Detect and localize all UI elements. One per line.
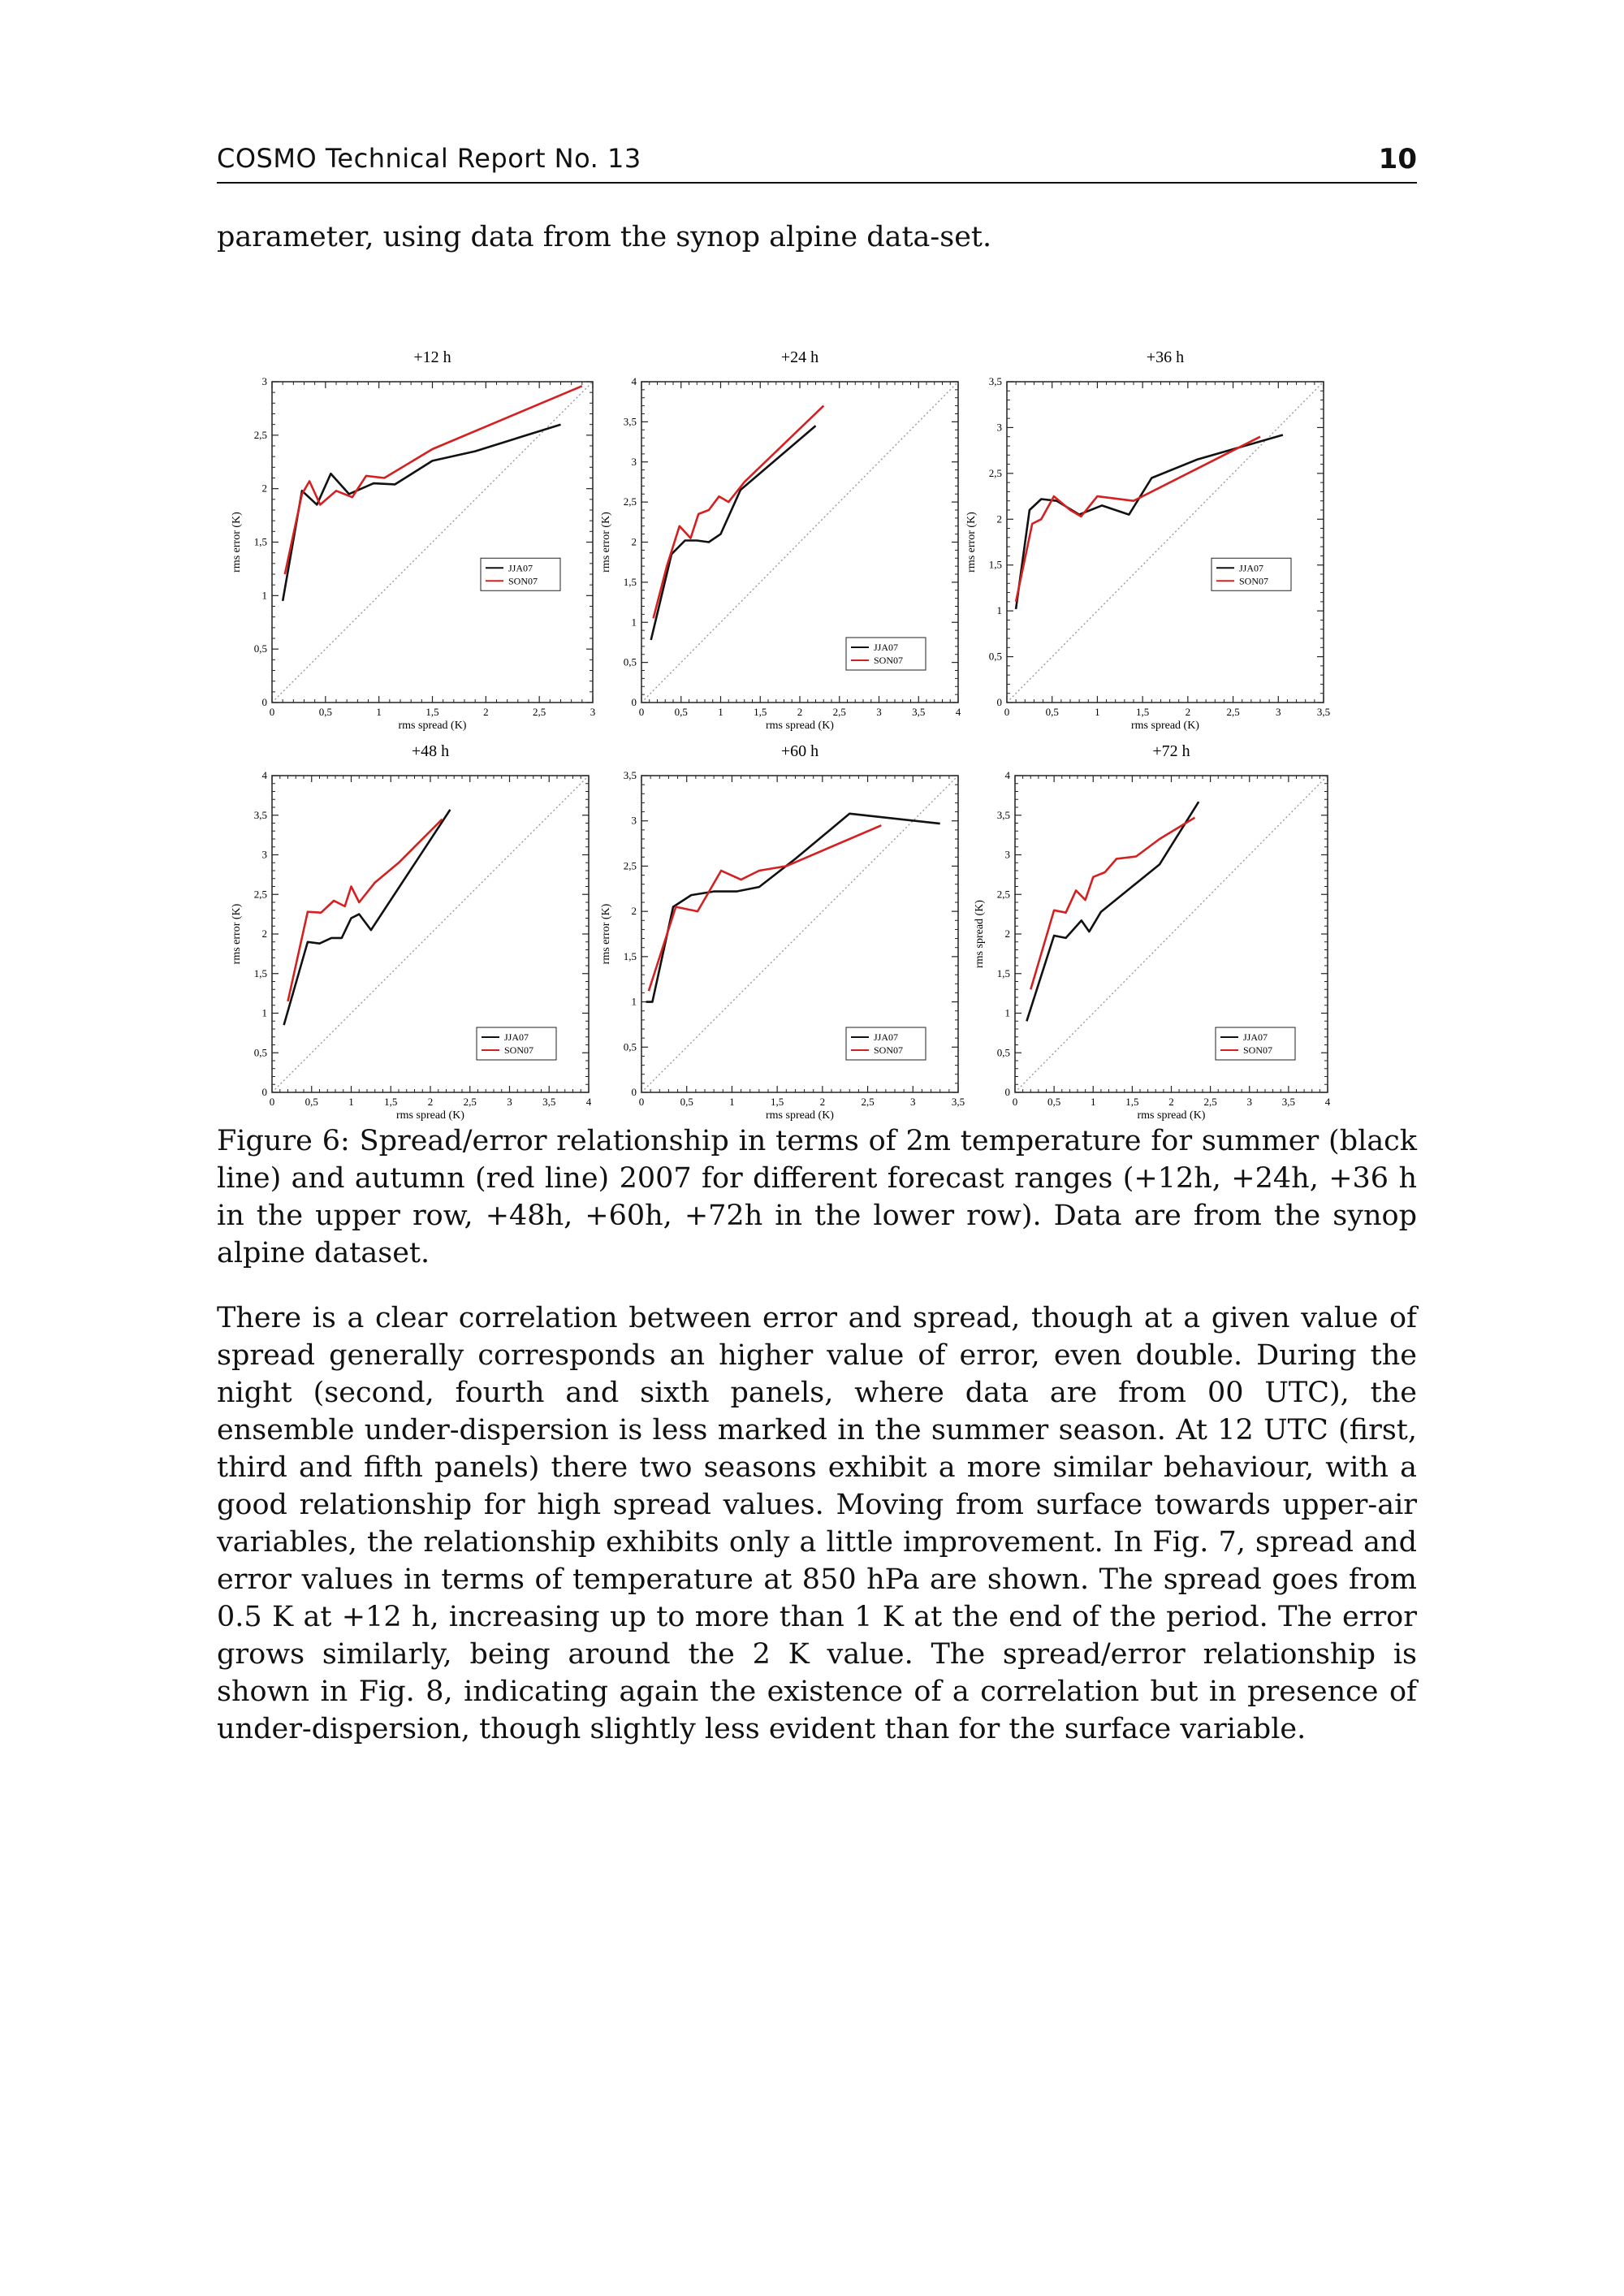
chart-panel-5 bbox=[600, 742, 965, 1122]
x-tick-label: 3 bbox=[1276, 706, 1281, 718]
figure-caption bbox=[217, 1122, 1417, 1272]
y-axis-label: rms spread (K) bbox=[974, 900, 986, 968]
x-axis-label: rms spread (K) bbox=[766, 720, 834, 732]
x-tick-label: 3,5 bbox=[1281, 1096, 1295, 1108]
y-tick-label: 0 bbox=[1004, 1086, 1010, 1098]
x-tick-label: 0 bbox=[638, 1096, 645, 1108]
x-axis-label: rms spread (K) bbox=[1131, 720, 1199, 732]
x-tick-label: 1 bbox=[1091, 1096, 1096, 1108]
x-tick-label: 1,5 bbox=[754, 706, 767, 718]
legend-label-jja07: JJA07 bbox=[504, 1031, 529, 1043]
y-tick-label: 0 bbox=[631, 1086, 637, 1098]
legend-label-son07: SON07 bbox=[874, 1044, 904, 1056]
x-tick-label: 1 bbox=[376, 706, 382, 718]
legend-label-son07: SON07 bbox=[874, 655, 904, 666]
y-tick-label: 2 bbox=[1004, 927, 1010, 940]
y-tick-label: 0,5 bbox=[253, 1046, 267, 1059]
y-tick-label: 3 bbox=[1004, 848, 1010, 861]
y-tick-label: 1 bbox=[631, 995, 637, 1008]
chart-title: +12 h bbox=[413, 348, 451, 366]
body-paragraph: There is a clear correlation between error and spread, though at a given value of spread generally corresponds an higher value of error, even double. During the night (second, fourth and sixth panels, where data are from 00 UTC), the ensemble under-dispersion is less marked in the summer season. At 12 UTC (first, third and fifth panels) there two seasons exhibit a more similar behaviour, with a good relationship for high spread values. Moving from surface towards upper-air variables, the relationship exhibits only a little improvement. In Fig. 7, spread and error values in terms of temperature at 850 hPa are shown. The spread goes from 0.5 K at +12 h, increasing up to more than 1 K at the end of the period. The error grows similarly, being around the 2 K value. The spread/error relationship is shown in Fig. 8, indicating again the existence of a correlation but in presence of under-dispersion, though slightly less evident than for the surface variable. bbox=[217, 1302, 1417, 1745]
chart-title: +36 h bbox=[1146, 348, 1185, 366]
legend-label-jja07: JJA07 bbox=[874, 1031, 899, 1043]
y-tick-label: 0 bbox=[261, 1086, 267, 1098]
x-tick-label: 0 bbox=[1004, 706, 1010, 718]
series-line-jja07 bbox=[651, 426, 816, 640]
y-tick-label: 3 bbox=[261, 375, 267, 387]
legend-label-jja07: JJA07 bbox=[874, 642, 899, 653]
x-tick-label: 2 bbox=[1185, 706, 1191, 718]
x-tick-label: 2 bbox=[483, 706, 489, 718]
chart-panel-3 bbox=[965, 348, 1330, 732]
y-tick-label: 1 bbox=[261, 589, 267, 602]
y-tick-label: 1 bbox=[631, 616, 637, 629]
y-axis-label: rms error (K) bbox=[600, 512, 612, 573]
series-line-son07 bbox=[285, 386, 582, 574]
x-tick-label: 4 bbox=[585, 1096, 592, 1108]
y-tick-label: 0,5 bbox=[623, 1040, 637, 1053]
y-tick-label: 2,5 bbox=[253, 428, 267, 441]
y-tick-label: 3,5 bbox=[253, 808, 267, 821]
x-tick-label: 1 bbox=[729, 1096, 735, 1108]
y-tick-label: 4 bbox=[261, 769, 267, 781]
y-tick-label: 1 bbox=[996, 604, 1002, 617]
y-tick-label: 3 bbox=[261, 848, 267, 861]
legend-label-jja07: JJA07 bbox=[508, 562, 533, 574]
intro-paragraph: parameter, using data from the synop alpine data-set. bbox=[217, 221, 992, 253]
figure-6-panels bbox=[0, 0, 1624, 1137]
x-tick-label: 3 bbox=[1246, 1096, 1252, 1108]
x-tick-label: 1 bbox=[718, 706, 723, 718]
legend-label-jja07: JJA07 bbox=[1243, 1031, 1268, 1043]
y-tick-label: 2 bbox=[261, 927, 267, 940]
x-tick-label: 0,5 bbox=[318, 706, 332, 718]
diagonal-reference-line bbox=[1007, 382, 1324, 703]
y-tick-label: 0 bbox=[996, 696, 1002, 708]
y-tick-label: 3 bbox=[996, 421, 1002, 434]
chart-title: +24 h bbox=[780, 348, 819, 366]
y-tick-label: 2 bbox=[261, 482, 267, 495]
chart-panel-2 bbox=[600, 348, 961, 732]
x-tick-label: 0 bbox=[269, 706, 275, 718]
x-tick-label: 3 bbox=[876, 706, 882, 718]
legend-label-jja07: JJA07 bbox=[1239, 562, 1264, 574]
y-tick-label: 3 bbox=[631, 814, 637, 827]
legend-label-son07: SON07 bbox=[508, 575, 538, 587]
y-axis-label: rms error (K) bbox=[965, 512, 978, 573]
x-tick-label: 2 bbox=[427, 1096, 434, 1108]
x-tick-label: 3 bbox=[590, 706, 596, 718]
x-tick-label: 2,5 bbox=[463, 1096, 477, 1108]
y-tick-label: 2 bbox=[631, 905, 637, 918]
x-tick-label: 0,5 bbox=[674, 706, 688, 718]
x-tick-label: 3 bbox=[507, 1096, 512, 1108]
y-tick-label: 1,5 bbox=[623, 575, 637, 588]
x-tick-label: 1,5 bbox=[771, 1096, 784, 1108]
x-tick-label: 0 bbox=[269, 1096, 275, 1108]
legend-label-son07: SON07 bbox=[1243, 1044, 1273, 1056]
y-tick-label: 1,5 bbox=[253, 535, 267, 548]
y-axis-label: rms error (K) bbox=[231, 903, 243, 965]
y-tick-label: 2,5 bbox=[623, 859, 637, 872]
chart-panel-6 bbox=[974, 742, 1331, 1122]
x-tick-label: 1 bbox=[1095, 706, 1100, 718]
series-line-son07 bbox=[654, 406, 824, 619]
y-tick-label: 2,5 bbox=[253, 888, 267, 901]
x-tick-label: 3,5 bbox=[542, 1096, 556, 1108]
y-tick-label: 3,5 bbox=[623, 415, 637, 428]
x-tick-label: 4 bbox=[1324, 1096, 1331, 1108]
legend bbox=[1216, 1027, 1295, 1060]
y-tick-label: 0,5 bbox=[988, 650, 1002, 663]
x-tick-label: 0 bbox=[638, 706, 645, 718]
x-axis-label: rms spread (K) bbox=[766, 1109, 834, 1122]
x-tick-label: 2,5 bbox=[832, 706, 846, 718]
report-title: COSMO Technical Report No. 13 bbox=[217, 143, 641, 174]
x-tick-label: 3,5 bbox=[1316, 706, 1331, 718]
series-line-jja07 bbox=[1026, 802, 1199, 1021]
y-tick-label: 1 bbox=[1004, 1006, 1010, 1019]
y-tick-label: 0,5 bbox=[623, 655, 637, 668]
y-tick-label: 2 bbox=[996, 512, 1002, 525]
y-axis-label: rms error (K) bbox=[231, 512, 243, 573]
y-tick-label: 4 bbox=[631, 375, 637, 387]
series-line-jja07 bbox=[284, 810, 451, 1025]
y-tick-label: 2 bbox=[631, 535, 637, 548]
y-tick-label: 2,5 bbox=[623, 495, 637, 508]
x-axis-label: rms spread (K) bbox=[398, 720, 467, 732]
caption-text: Spread/error relationship in terms of 2m temperature for summer (black line) and autumn (red line) 2007 for different forecast ranges (+12h, +24h, +36 h in the upper row, +48h, +60h, +72h in the lower row). Data are from the synop alpine dataset. bbox=[217, 1125, 1417, 1269]
chart-panel-1 bbox=[231, 348, 595, 732]
y-tick-label: 1,5 bbox=[623, 949, 637, 962]
y-tick-label: 2,5 bbox=[996, 888, 1010, 901]
x-axis-label: rms spread (K) bbox=[396, 1109, 464, 1122]
legend bbox=[477, 1027, 556, 1060]
x-tick-label: 0,5 bbox=[304, 1096, 318, 1108]
x-tick-label: 0,5 bbox=[1045, 706, 1059, 718]
y-tick-label: 4 bbox=[1004, 769, 1010, 781]
legend bbox=[846, 638, 926, 670]
x-tick-label: 0 bbox=[1012, 1096, 1018, 1108]
legend bbox=[1212, 558, 1291, 590]
y-tick-label: 1,5 bbox=[988, 558, 1002, 571]
x-tick-label: 1,5 bbox=[425, 706, 439, 718]
y-tick-label: 2,5 bbox=[988, 466, 1002, 479]
x-tick-label: 2,5 bbox=[1203, 1096, 1217, 1108]
x-tick-label: 3,5 bbox=[912, 706, 926, 718]
y-tick-label: 1 bbox=[261, 1006, 267, 1019]
y-tick-label: 1,5 bbox=[253, 966, 267, 979]
page-number: 10 bbox=[1378, 143, 1417, 175]
y-tick-label: 3,5 bbox=[996, 808, 1010, 821]
y-tick-label: 0 bbox=[261, 696, 267, 708]
legend bbox=[481, 558, 560, 590]
chart-title: +72 h bbox=[1152, 742, 1190, 760]
x-tick-label: 2,5 bbox=[533, 706, 546, 718]
x-tick-label: 3,5 bbox=[951, 1096, 965, 1108]
y-tick-label: 0,5 bbox=[253, 642, 267, 655]
chart-panel-4 bbox=[231, 742, 592, 1122]
x-tick-label: 3 bbox=[910, 1096, 916, 1108]
x-tick-label: 1,5 bbox=[1136, 706, 1150, 718]
caption-label: Figure 6: bbox=[217, 1125, 350, 1157]
y-tick-label: 0,5 bbox=[996, 1046, 1010, 1059]
y-tick-label: 3,5 bbox=[988, 375, 1002, 387]
x-tick-label: 2 bbox=[1168, 1096, 1174, 1108]
x-axis-label: rms spread (K) bbox=[1137, 1109, 1206, 1122]
legend-label-son07: SON07 bbox=[504, 1044, 534, 1056]
y-tick-label: 1,5 bbox=[996, 966, 1010, 979]
x-tick-label: 4 bbox=[955, 706, 961, 718]
y-axis-label: rms error (K) bbox=[600, 903, 612, 965]
x-tick-label: 1,5 bbox=[1125, 1096, 1139, 1108]
y-tick-label: 3 bbox=[631, 455, 637, 468]
y-tick-label: 3,5 bbox=[623, 769, 637, 781]
x-tick-label: 2 bbox=[797, 706, 803, 718]
chart-title: +60 h bbox=[780, 742, 819, 760]
y-tick-label: 0 bbox=[631, 696, 637, 708]
x-tick-label: 1,5 bbox=[384, 1096, 398, 1108]
series-line-son07 bbox=[288, 819, 443, 1001]
x-tick-label: 2,5 bbox=[861, 1096, 875, 1108]
series-line-son07 bbox=[649, 825, 881, 991]
chart-title: +48 h bbox=[411, 742, 450, 760]
x-tick-label: 0,5 bbox=[680, 1096, 693, 1108]
series-line-jja07 bbox=[646, 814, 940, 1002]
x-tick-label: 1 bbox=[348, 1096, 354, 1108]
legend-label-son07: SON07 bbox=[1239, 575, 1269, 587]
legend bbox=[846, 1027, 926, 1060]
x-tick-label: 2 bbox=[819, 1096, 826, 1108]
x-tick-label: 0,5 bbox=[1047, 1096, 1061, 1108]
x-tick-label: 2,5 bbox=[1226, 706, 1240, 718]
